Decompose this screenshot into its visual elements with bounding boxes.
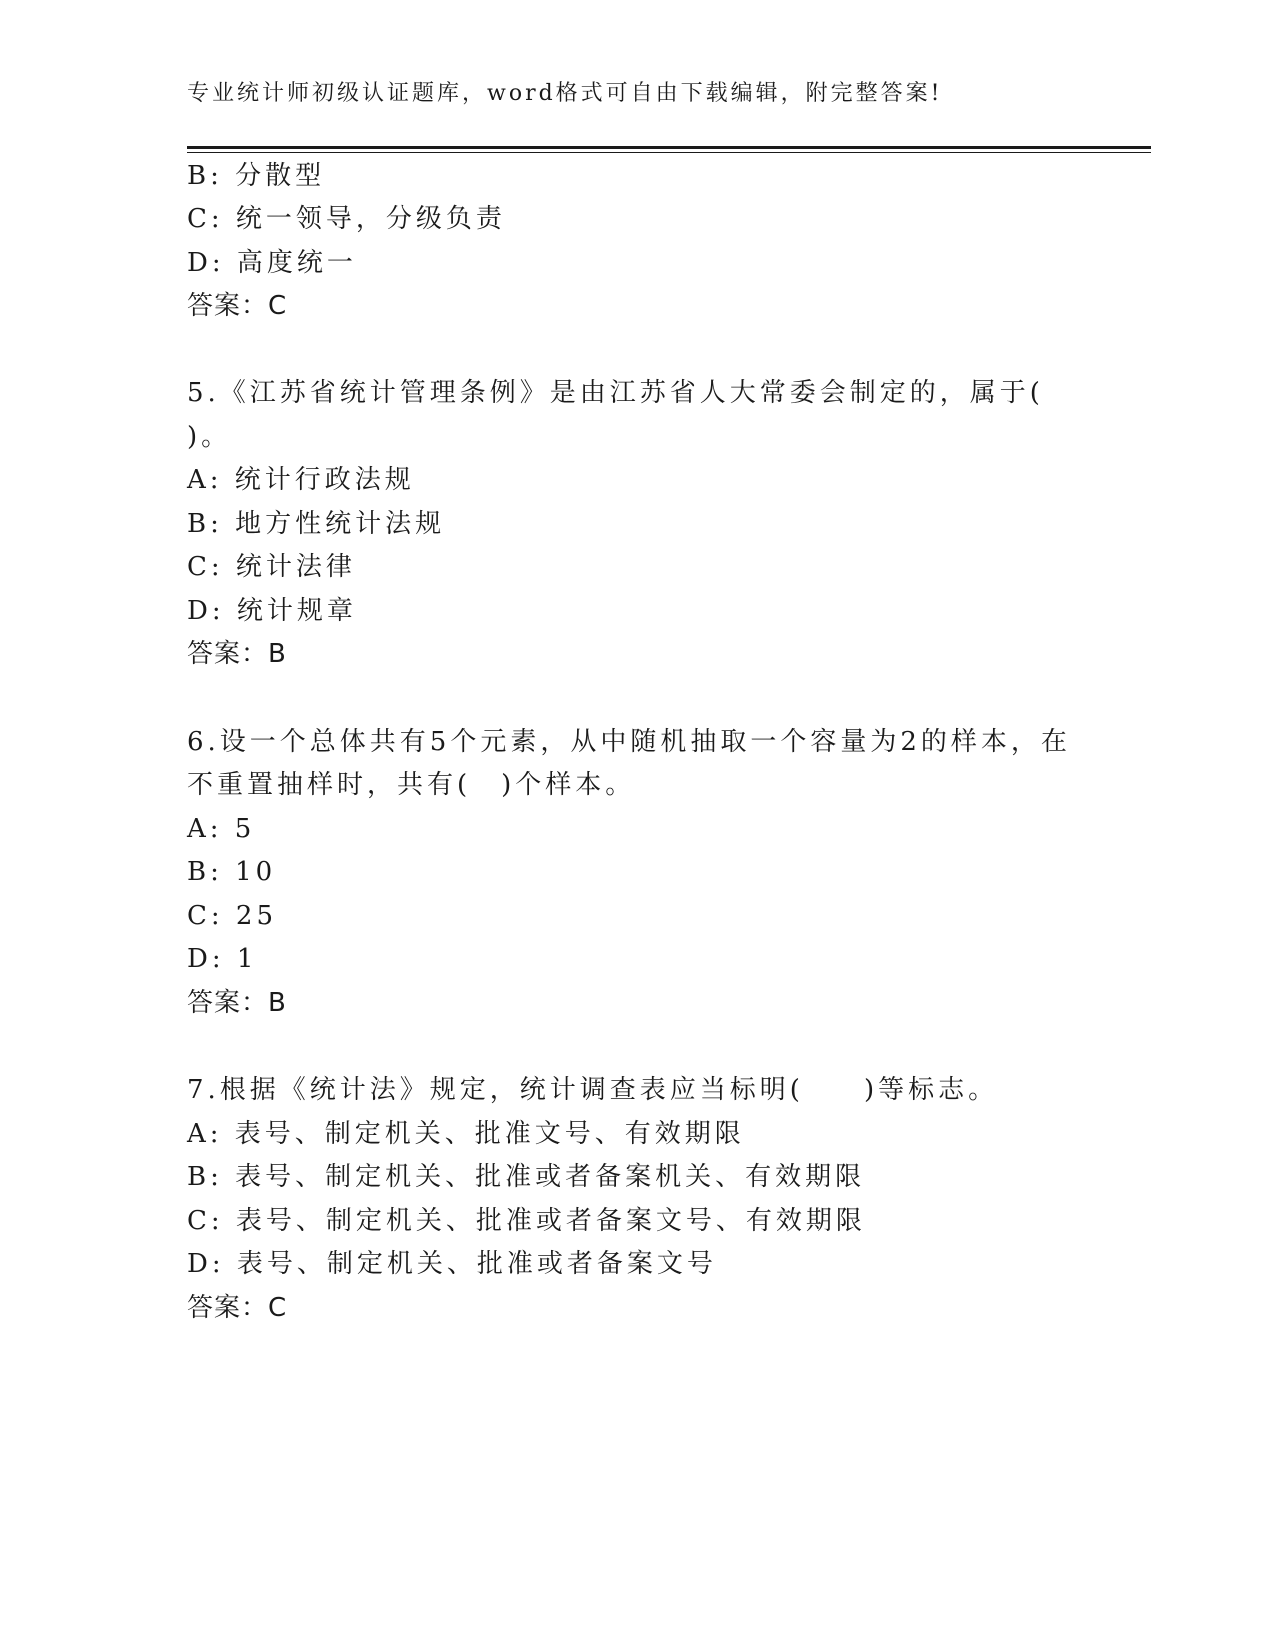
q5-option-b: B: 地方性统计法规 [187, 509, 446, 539]
q6-answer: 答案：B [187, 988, 287, 1018]
q6-option-c: C: 25 [187, 901, 278, 931]
q5-stem-line2: )。 [187, 422, 232, 452]
q4-option-d: D: 高度统一 [187, 248, 357, 278]
page-header: 专业统计师初级认证题库，word格式可自由下载编辑，附完整答案! [187, 81, 943, 106]
header-rule-thin [187, 152, 1151, 153]
q7-option-d: D: 表号、制定机关、批准或者备案文号 [187, 1249, 717, 1279]
q6-option-b: B: 10 [187, 857, 277, 887]
q5-option-a: A: 统计行政法规 [187, 465, 415, 495]
q7-answer: 答案：C [187, 1293, 288, 1323]
q7-stem-line1: 7.根据《统计法》规定，统计调查表应当标明( )等标志。 [187, 1075, 999, 1105]
q4-option-b: B: 分散型 [187, 161, 326, 191]
q6-option-a: A: 5 [187, 814, 256, 844]
q4-answer: 答案：C [187, 291, 288, 321]
q5-option-d: D: 统计规章 [187, 596, 357, 626]
q5-option-c: C: 统计法律 [187, 552, 356, 582]
q7-option-a: A: 表号、制定机关、批准文号、有效期限 [187, 1119, 745, 1149]
q4-option-c: C: 统一领导，分级负责 [187, 204, 506, 234]
q7-option-c: C: 表号、制定机关、批准或者备案文号、有效期限 [187, 1206, 866, 1236]
q6-stem-line1: 6.设一个总体共有5个元素，从中随机抽取一个容量为2的样本，在 [187, 727, 1071, 757]
q5-stem-line1: 5.《江苏省统计管理条例》是由江苏省人大常委会制定的，属于( [187, 378, 1044, 408]
q5-answer: 答案：B [187, 639, 287, 669]
q6-option-d: D: 1 [187, 944, 258, 974]
q7-option-b: B: 表号、制定机关、批准或者备案机关、有效期限 [187, 1162, 866, 1192]
q6-stem-line2: 不重置抽样时，共有( )个样本。 [187, 770, 636, 800]
header-rule-thick [187, 146, 1151, 149]
